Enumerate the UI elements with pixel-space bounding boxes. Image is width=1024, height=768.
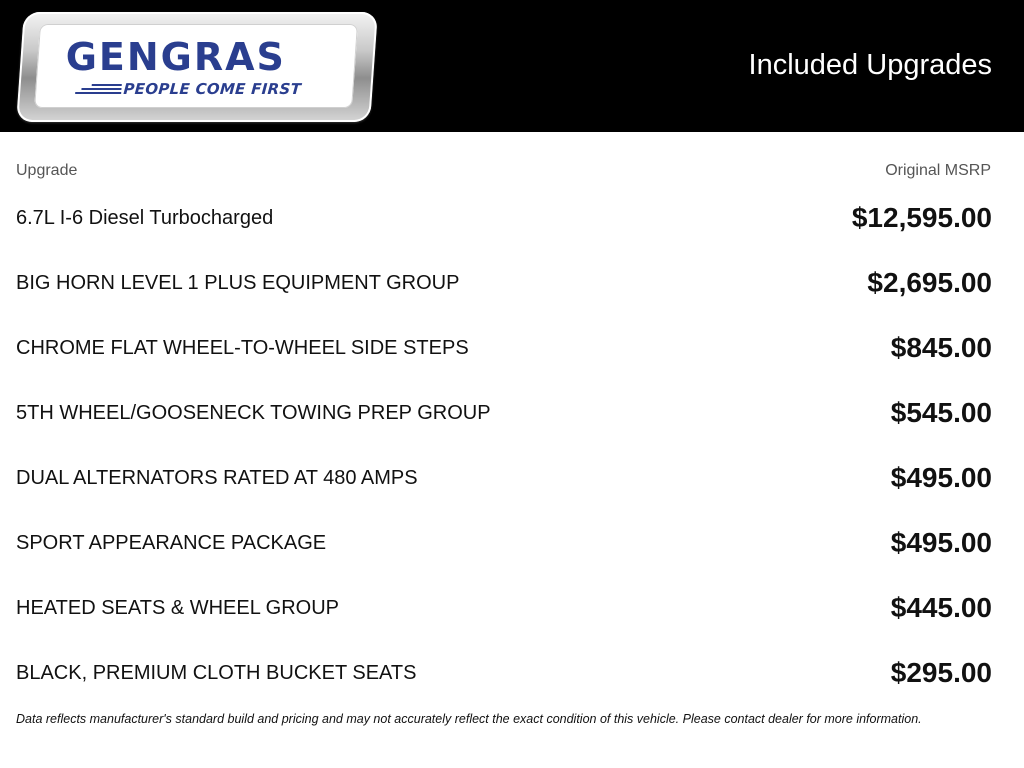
logo-tagline: PEOPLE COME FIRST <box>122 80 302 98</box>
upgrade-name: SPORT APPEARANCE PACKAGE <box>16 532 327 554</box>
logo-wordmark: GENGRAS <box>65 35 286 79</box>
upgrade-name: 5TH WHEEL/GOOSENECK TOWING PREP GROUP <box>16 402 491 424</box>
logo-plate <box>34 24 358 108</box>
list-item <box>0 250 1024 315</box>
upgrade-price: $445.00 <box>890 592 992 623</box>
upgrade-price: $2,695.00 <box>867 267 992 298</box>
column-header-upgrade: Upgrade <box>16 162 78 179</box>
upgrades-list <box>0 185 1024 705</box>
column-header-msrp: Original MSRP <box>885 162 991 179</box>
upgrade-name: CHROME FLAT WHEEL-TO-WHEEL SIDE STEPS <box>16 337 469 359</box>
upgrade-price: $545.00 <box>890 397 992 428</box>
list-item <box>0 510 1024 575</box>
list-item <box>0 640 1024 705</box>
upgrade-price: $12,595.00 <box>851 202 992 233</box>
upgrade-price: $295.00 <box>890 657 992 688</box>
page-title: Included Upgrades <box>748 49 992 81</box>
upgrade-name: BLACK, PREMIUM CLOTH BUCKET SEATS <box>16 662 417 684</box>
list-item <box>0 445 1024 510</box>
upgrade-name: DUAL ALTERNATORS RATED AT 480 AMPS <box>16 467 418 489</box>
upgrade-price: $495.00 <box>890 527 992 558</box>
list-item <box>0 315 1024 380</box>
upgrade-price: $495.00 <box>890 462 992 493</box>
header-bar <box>0 0 1024 132</box>
upgrade-price: $845.00 <box>890 332 992 363</box>
list-item <box>0 380 1024 445</box>
list-item <box>0 185 1024 250</box>
list-item <box>0 575 1024 640</box>
dealer-logo <box>16 12 378 122</box>
upgrade-name: HEATED SEATS & WHEEL GROUP <box>16 597 340 619</box>
speed-lines-icon <box>75 84 122 98</box>
disclaimer-text: Data reflects manufacturer's standard build and pricing and may not accurately reflect the exact condition of this vehicle. Please contact dealer for more information. <box>16 712 922 726</box>
upgrade-name: 6.7L I-6 Diesel Turbocharged <box>16 207 274 229</box>
upgrade-name: BIG HORN LEVEL 1 PLUS EQUIPMENT GROUP <box>16 272 460 294</box>
